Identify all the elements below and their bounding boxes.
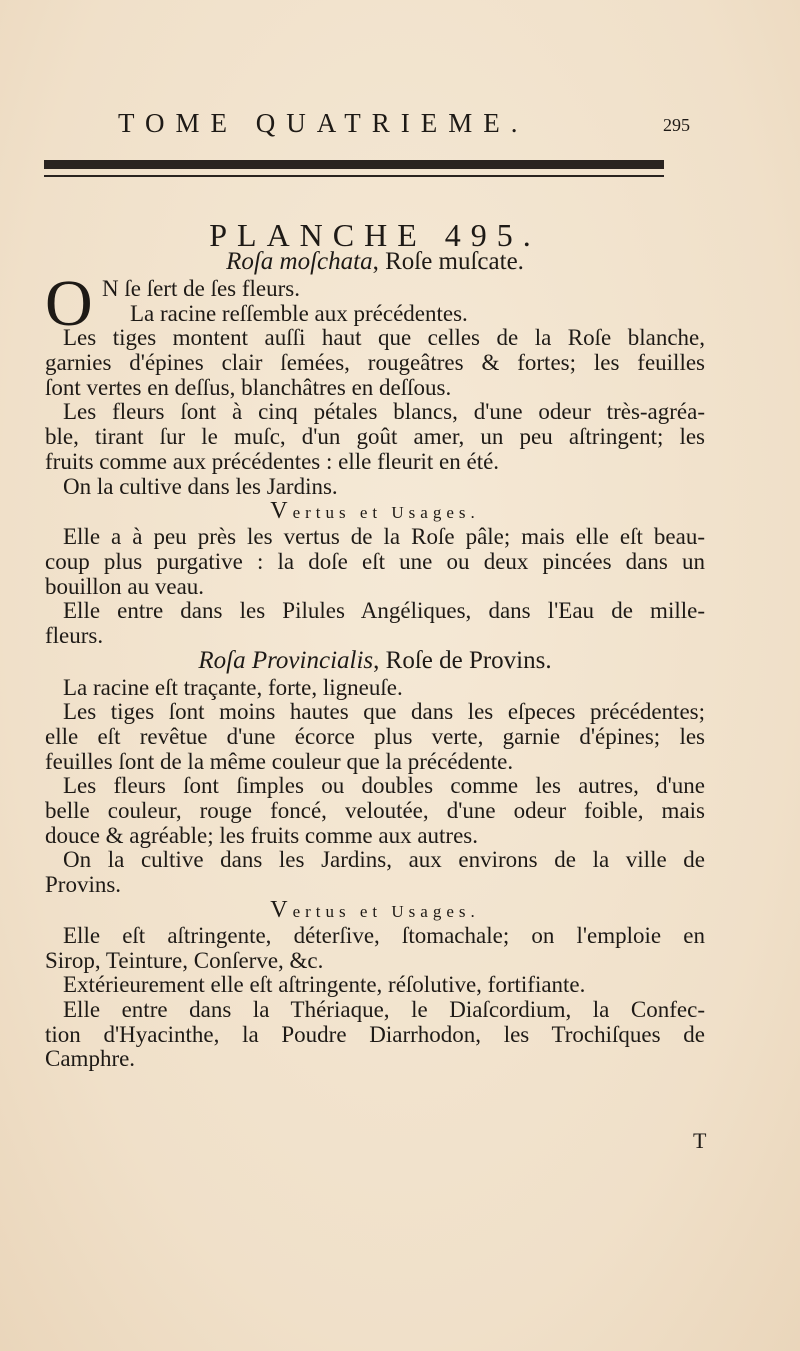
separator: ,	[372, 248, 386, 275]
text-line: On la cultive dans les Jardins.	[63, 473, 338, 499]
french-name: Roſe muſcate.	[385, 248, 524, 275]
text-line: belle couleur, rouge foncé, veloutée, d'une odeur foible, mais	[45, 798, 705, 824]
plate-title: PLANCHE 495.	[209, 217, 541, 253]
text-line: Provins.	[45, 872, 122, 898]
page-number: 295	[663, 115, 690, 135]
text-line: coup plus purgative : la doſe eſt une ou deux pincées dans un	[45, 548, 705, 574]
text-line: Elle a à peu près les vertus de la Roſe pâle; mais elle eſt beau-	[63, 524, 705, 550]
text-line: Elle entre dans les Pilules Angéliques, dans l'Eau de mille-	[63, 598, 705, 624]
text-line: Camphre.	[45, 1046, 136, 1072]
species-heading	[45, 250, 705, 277]
section-heading: Vertus et Usages.	[270, 498, 480, 525]
text-line: Les fleurs ſont à cinq pétales blancs, d'une odeur très-agréa-	[63, 399, 705, 425]
header-rule-thin	[44, 175, 664, 177]
text-line: ble, tirant ſur le muſc, d'un goût amer, un peu aſtringent; les	[45, 424, 705, 450]
text-line: Les fleurs ſont ſimples ou doubles comme les autres, d'une	[63, 773, 705, 799]
signature-mark: T	[693, 1128, 707, 1153]
text-line: fruits comme aux précédentes : elle fleurit en été.	[45, 448, 500, 474]
species-heading	[45, 646, 705, 676]
text-line: fleurs.	[45, 622, 104, 648]
separator: ,	[373, 646, 386, 674]
text-line: N ſe ſert de ſes fleurs.	[102, 276, 300, 301]
text-line: Elle eſt aſtringente, déterſive, ſtomachale; on l'emploie en	[63, 922, 705, 948]
running-title: TOME QUATRIEME.	[118, 108, 529, 138]
text-line: Sirop, Teinture, Conſerve, &c.	[45, 947, 324, 973]
text-line: On la cultive dans les Jardins, aux environs de la ville de	[63, 847, 705, 873]
latin-name: Roſa Provincialis	[198, 646, 374, 674]
latin-name: Roſa moſchata	[226, 248, 373, 275]
drop-cap: O	[45, 267, 93, 340]
text-line: Les tiges montent auſſi haut que celles de la Roſe blanche,	[63, 325, 705, 351]
text-line: feuilles ſont de la même couleur que la précédente.	[45, 748, 514, 774]
text-line: douce & agréable; les fruits comme aux autres.	[45, 822, 479, 848]
body-text	[45, 250, 705, 1072]
text-line: Elle entre dans la Thériaque, le Diaſcordium, la Confec-	[63, 996, 705, 1022]
text-line: tion d'Hyacinthe, la Poudre Diarrhodon, les Trochiſques de	[45, 1021, 705, 1047]
text-line: elle eſt revêtue d'une écorce plus verte, garnie d'épines; les	[45, 724, 705, 749]
text-line: bouillon au veau.	[45, 573, 205, 599]
text-line: Les tiges ſont moins hautes que dans les eſpeces précédentes;	[63, 699, 705, 725]
text-line: La racine reſſemble aux précédentes.	[130, 300, 468, 326]
french-name: Roſe de Provins.	[385, 646, 552, 674]
text-line: Extérieurement elle eſt aſtringente, réſolutive, fortifiante.	[63, 972, 586, 998]
text-line: garnies d'épines clair ſemées, rougeâtres & fortes; les feuilles	[45, 350, 705, 376]
text-line: ſont vertes en deſſus, blanchâtres en deſſous.	[45, 374, 452, 400]
text-line: La racine eſt traçante, forte, ligneuſe.	[63, 674, 403, 700]
header-rule	[44, 160, 664, 169]
section-heading: Vertus et Usages.	[270, 896, 480, 923]
